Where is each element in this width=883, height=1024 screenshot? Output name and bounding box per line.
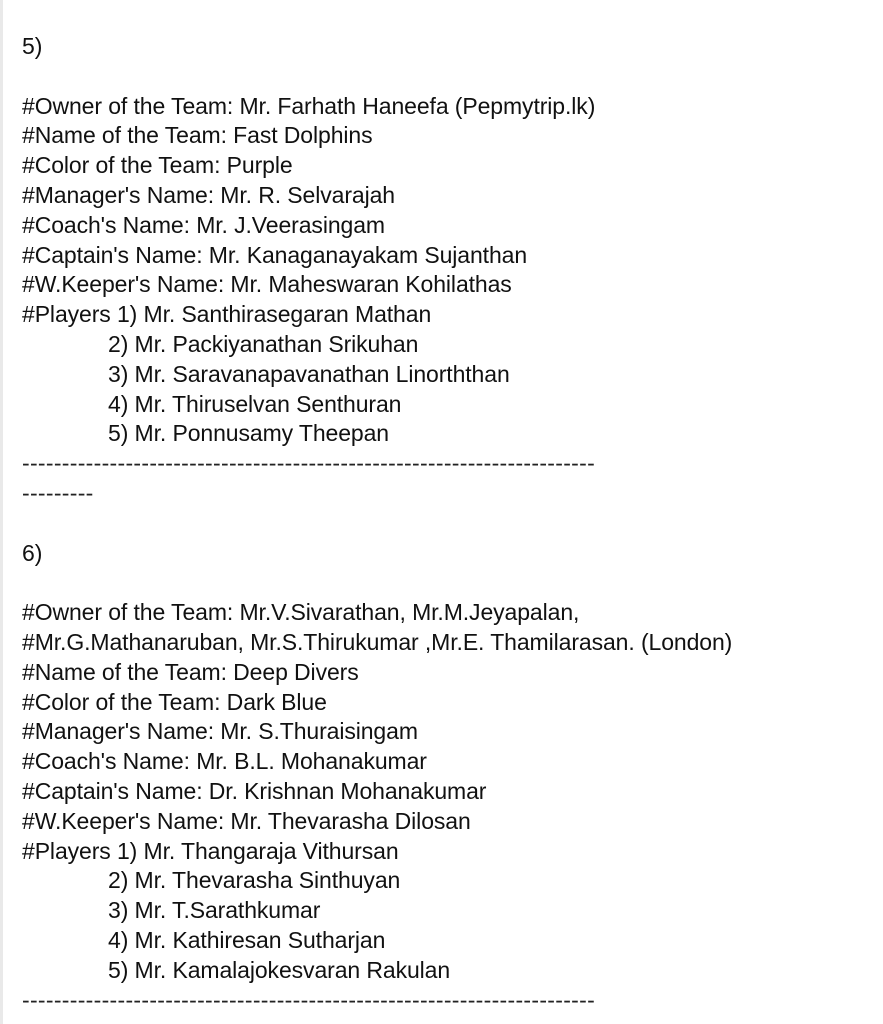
team-color: #Color of the Team: Purple [22,152,293,179]
team-captain: #Captain's Name: Dr. Krishnan Mohanakumar [22,777,487,804]
player-item: 3) Mr. T.Sarathkumar [108,897,321,924]
player-item: 4) Mr. Kathiresan Sutharjan [108,926,386,953]
blank-line [22,62,872,92]
player-item: 5) Mr. Ponnusamy Theepan [108,420,390,447]
team-coach: #Coach's Name: Mr. B.L. Mohanakumar [22,748,427,775]
team-color: #Color of the Team: Dark Blue [22,688,327,715]
team-manager: #Manager's Name: Mr. S.Thuraisingam [22,718,418,745]
team-wicket-keeper: #W.Keeper's Name: Mr. Maheswaran Kohilathas [22,271,512,298]
team-owner-continued: #Mr.G.Mathanaruban, Mr.S.Thirukumar ,Mr.E. Thamilarasan. (London) [22,628,733,655]
player-item: #Players 1) Mr. Santhirasegaran Mathan [22,301,432,328]
team-owner: #Owner of the Team: Mr.V.Sivarathan, Mr.M.Jeyapalan, [22,599,580,626]
team-section-5 [22,32,872,509]
player-item: 5) Mr. Kamalajokesvaran Rakulan [108,956,451,983]
section-number: 6) [22,539,43,566]
blank-line [22,509,872,539]
section-separator: ------------------------------------------------------------------------ [22,986,596,1013]
team-section-6 [22,539,872,1016]
player-item: 2) Mr. Packiyanathan Srikuhan [108,330,419,357]
team-owner: #Owner of the Team: Mr. Farhath Haneefa (Pepmytrip.lk) [22,92,596,119]
player-item: 4) Mr. Thiruselvan Senthuran [108,390,402,417]
player-item: 2) Mr. Thevarasha Sinthuyan [108,867,401,894]
team-wicket-keeper: #W.Keeper's Name: Mr. Thevarasha Dilosan [22,807,471,834]
blank-line [22,568,872,598]
team-captain: #Captain's Name: Mr. Kanaganayakam Sujanthan [22,241,528,268]
team-coach: #Coach's Name: Mr. J.Veerasingam [22,211,385,238]
team-name: #Name of the Team: Fast Dolphins [22,122,373,149]
player-item: 3) Mr. Saravanapavanathan Linorththan [108,360,510,387]
section-number: 5) [22,33,43,59]
left-edge-divider [0,0,3,1024]
team-manager: #Manager's Name: Mr. R. Selvarajah [22,181,395,208]
player-item: #Players 1) Mr. Thangaraja Vithursan [22,837,399,864]
section-separator: ------------------------------------------------------------------------ [22,450,596,477]
section-separator-continued: --------- [22,479,94,506]
team-name: #Name of the Team: Deep Divers [22,658,359,685]
team-details-document [22,32,872,1015]
